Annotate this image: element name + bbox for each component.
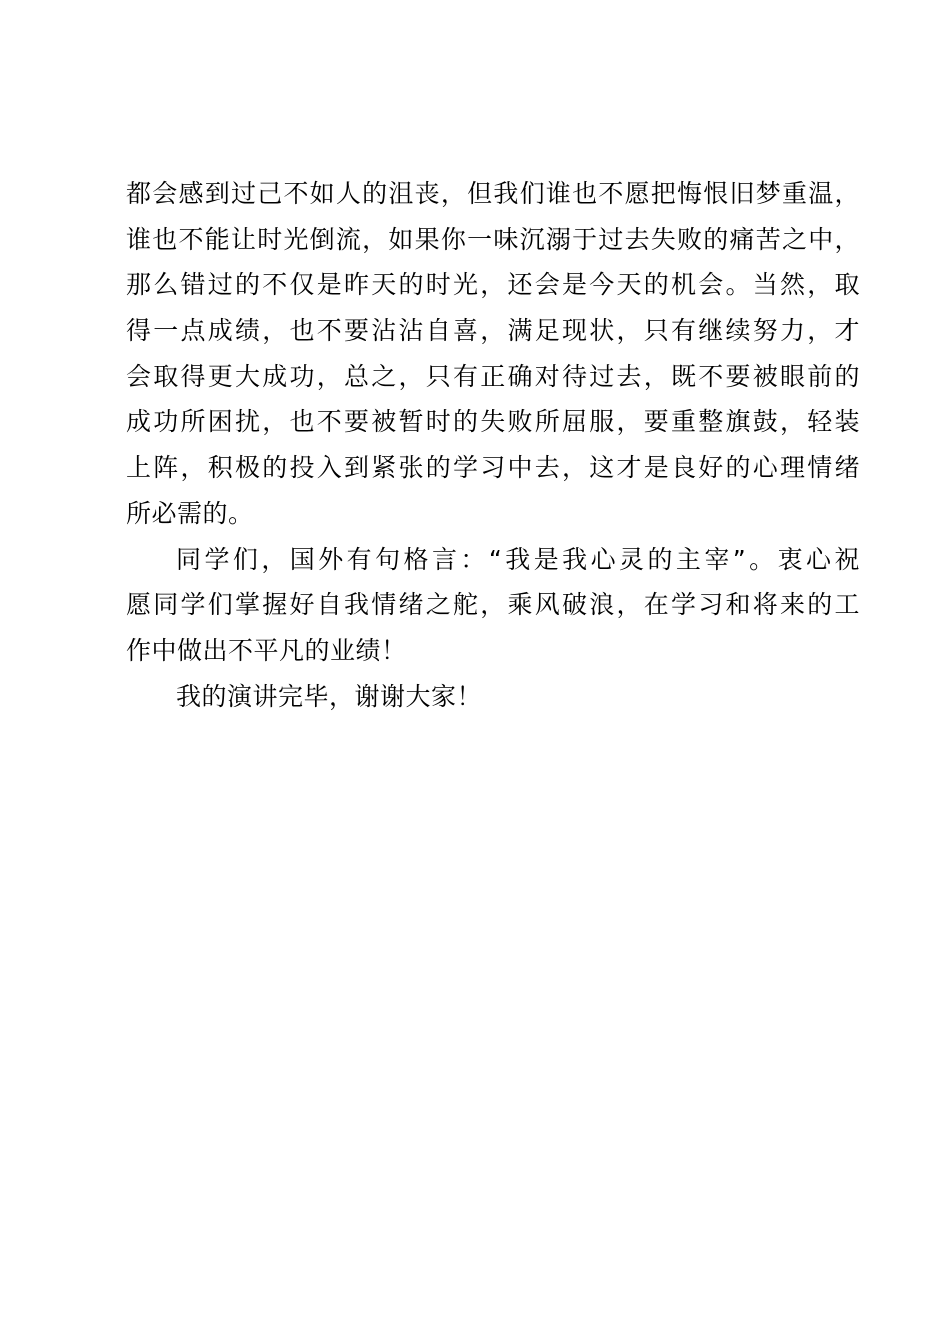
text-line: 都会感到过己不如人的沮丧，但我们谁也不愿把悔恨旧梦重温， (126, 179, 860, 208)
text-line: 愿同学们掌握好自我情绪之舵，乘风破浪，在学习和将来的工 (126, 590, 860, 620)
text-line: 所必需的。 (126, 498, 254, 528)
paragraph-3 (126, 674, 860, 720)
text-line: 那么错过的不仅是昨天的时光，还会是今天的机会。当然，取 (126, 270, 860, 300)
text-line: 会取得更大成功，总之，只有正确对待过去，既不要被眼前的 (126, 361, 860, 391)
text-line: 上阵，积极的投入到紧张的学习中去，这才是良好的心理情绪 (126, 453, 860, 483)
text-line: 我的演讲完毕，谢谢大家！ (176, 681, 483, 711)
text-line: 谁也不能让时光倒流，如果你一味沉溺于过去失败的痛苦之中， (126, 224, 860, 254)
text-line: 同学们，国外有句格言：“我是我心灵的主宰”。衷心祝 (176, 544, 860, 574)
body-text (126, 171, 860, 719)
paragraph-1 (126, 171, 860, 537)
paragraph-2 (126, 537, 860, 674)
text-line: 作中做出不平凡的业绩！ (126, 635, 407, 665)
text-line: 成功所困扰，也不要被暂时的失败所屈服，要重整旗鼓，轻装 (126, 407, 860, 437)
text-line: 得一点成绩，也不要沾沾自喜，满足现状，只有继续努力，才 (126, 316, 860, 346)
